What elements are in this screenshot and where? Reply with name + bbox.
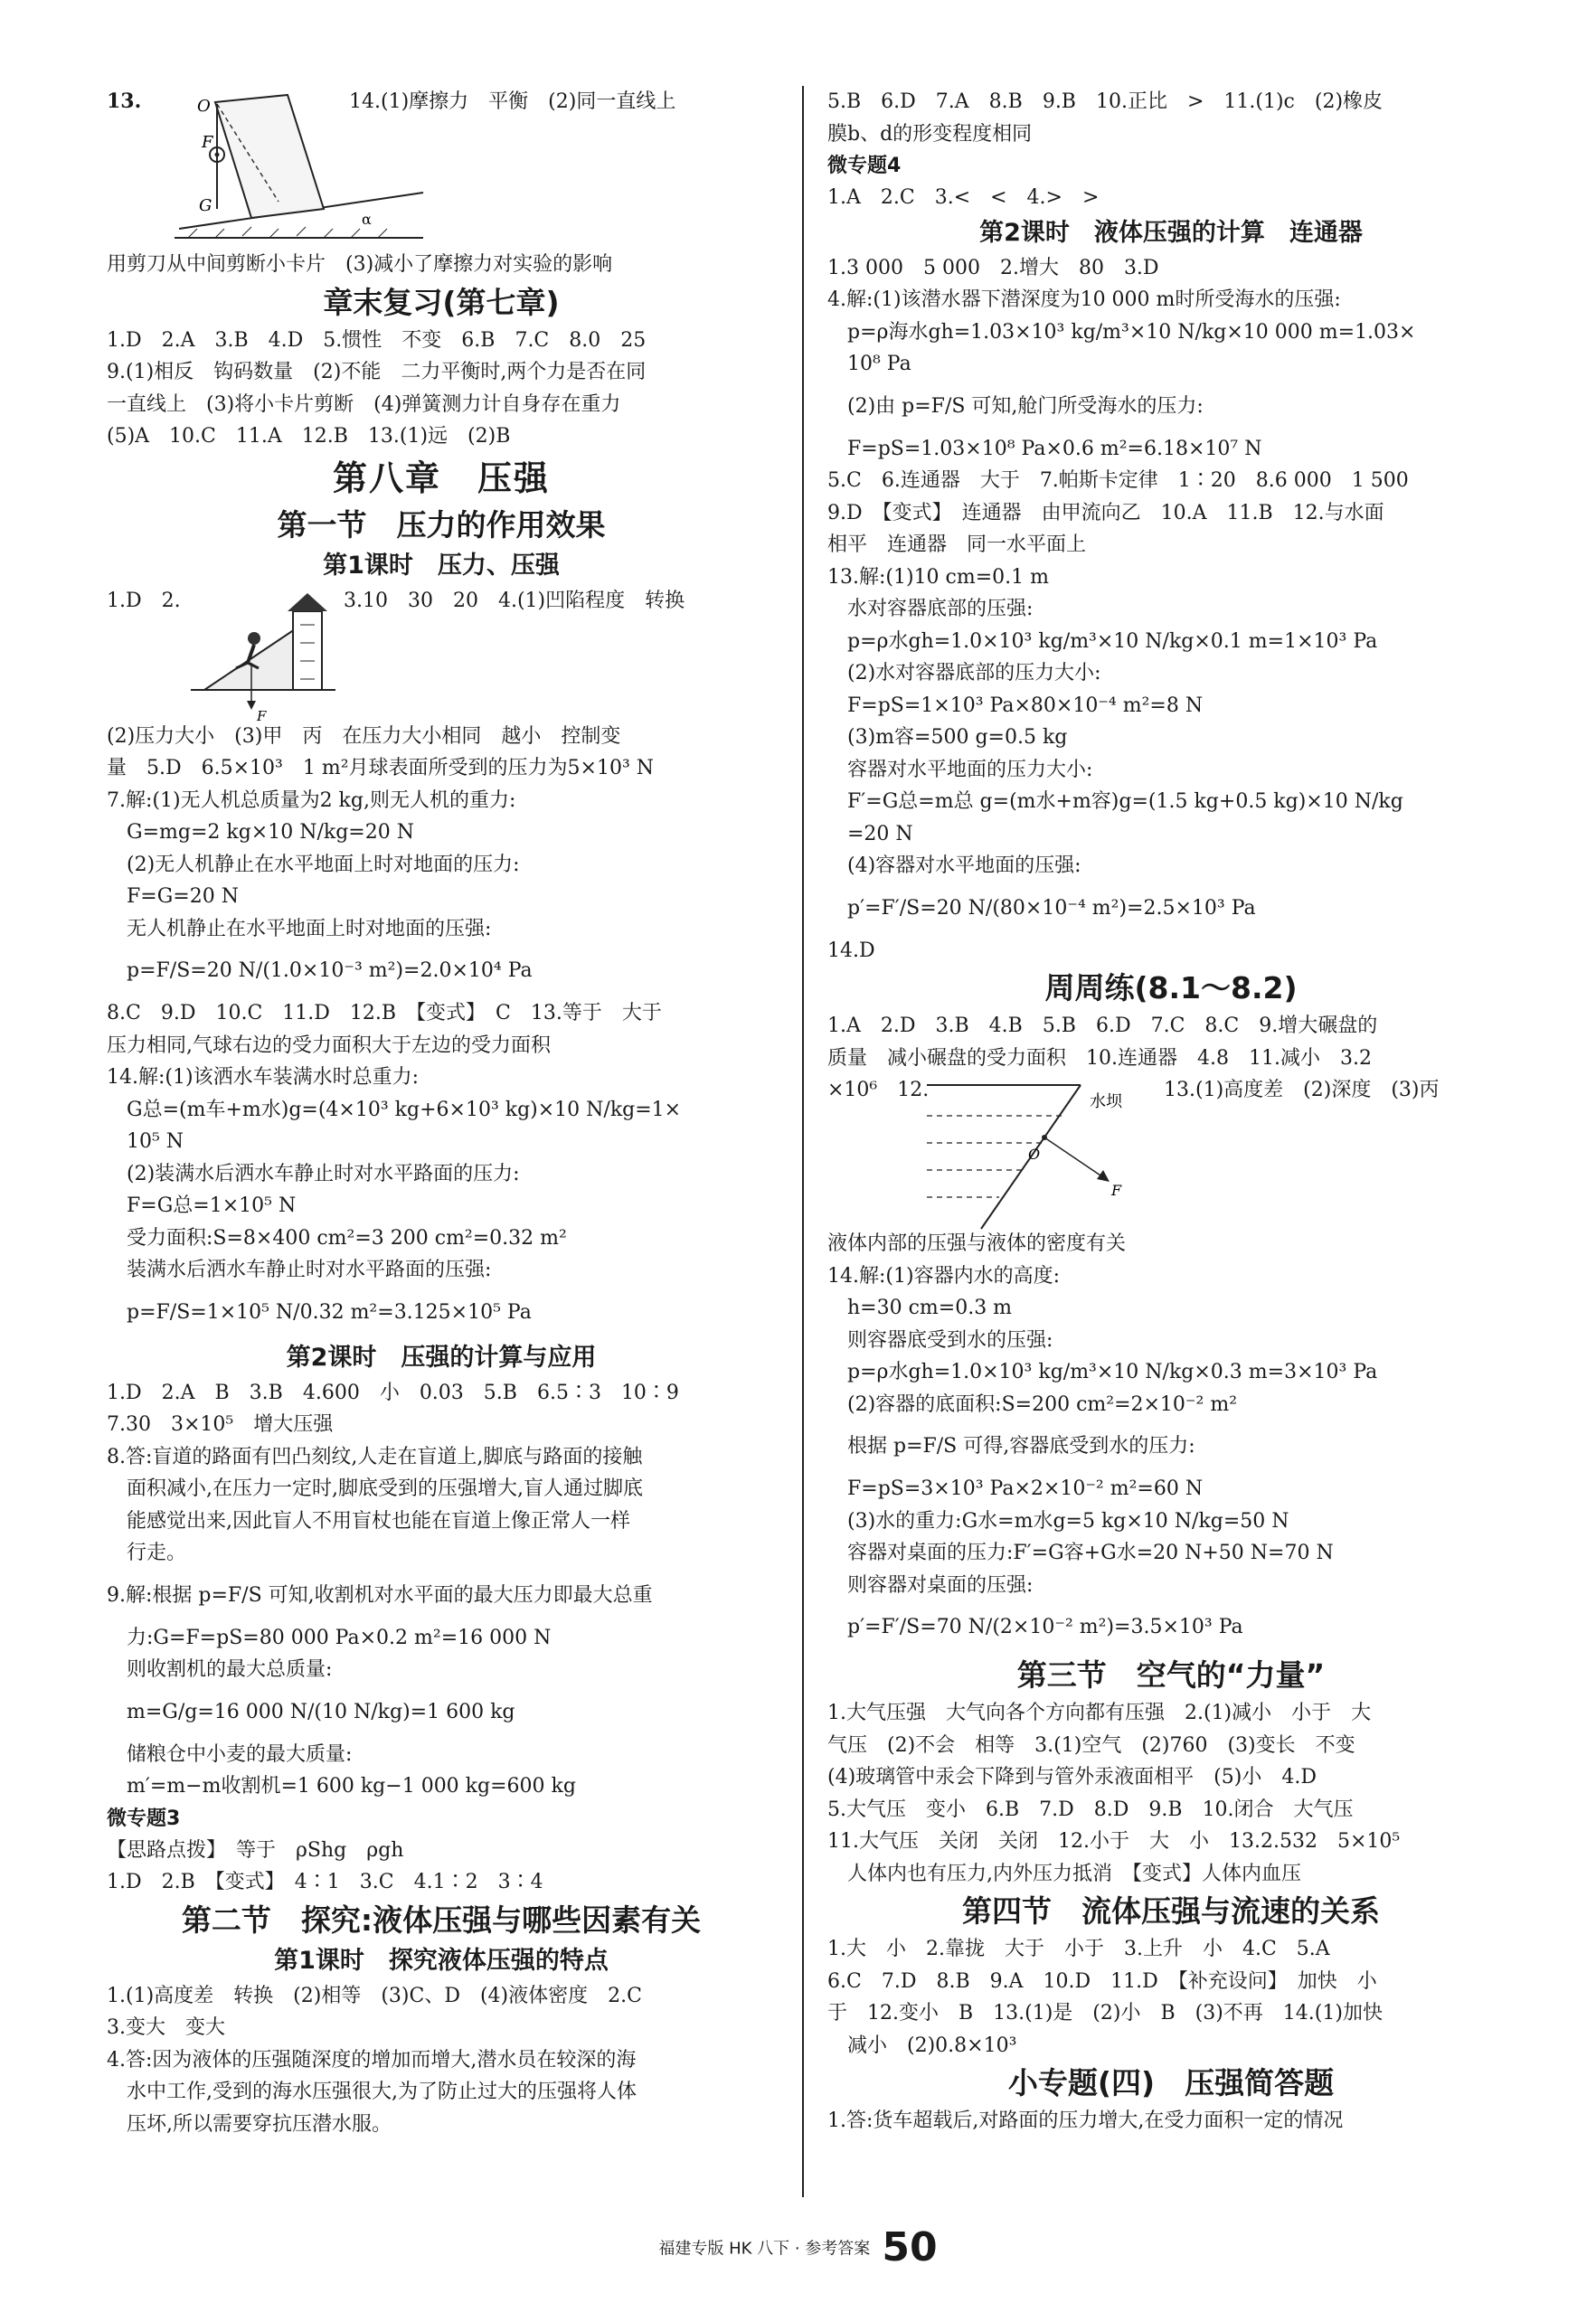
text-line: 8.答:盲道的路面有凹凸刻纹,人走在盲道上,脚底与路面的接触 — [107, 1445, 643, 1468]
text-line: 受力面积:S=8×400 cm²=3 200 cm²=0.32 m² — [127, 1226, 567, 1250]
text-line: 13.解:(1)10 cm=0.1 m — [827, 565, 1050, 589]
text-line: 面积减小,在压力一定时,脚底受到的压强增大,盲人通过脚底 — [127, 1477, 643, 1500]
section-heading: 第四节 流体压强与流速的关系 — [962, 1893, 1380, 1929]
text-line: 无人机静止在水平地面上时对地面的压强: — [127, 917, 492, 940]
text-line: 9.解:根据 p=F/S 可知,收割机对水平面的最大压力即最大总重 — [107, 1583, 653, 1607]
text-line: (2)压力大小 (3)甲 丙 在压力大小相同 越小 控制变 — [107, 724, 621, 748]
section-heading: 第二节 探究:液体压强与哪些因素有关 — [181, 1902, 702, 1938]
text-line: 1.3 000 5 000 2.增大 80 3.D — [827, 256, 1159, 279]
text-line: 1.A 2.C 3.< < 4.> > — [827, 186, 1100, 209]
text-line: p=ρ海水gh=1.03×10³ kg/m³×10 N/kg×10 000 m=1.03× — [847, 320, 1416, 344]
text-line: p=F/S=1×10⁵ N/0.32 m²=3.125×10⁵ Pa — [127, 1300, 532, 1324]
label-dam: 水坝 — [1090, 1092, 1122, 1111]
section-heading: 第三节 空气的“力量” — [1016, 1657, 1326, 1693]
text-line: 11.大气压 关闭 关闭 12.小于 大 小 13.2.532 5×10⁵ — [827, 1830, 1401, 1853]
text-line: 压力相同,气球右边的受力面积大于左边的受力面积 — [107, 1034, 551, 1057]
text-line: p′=F′/S=20 N/(80×10⁻⁴ m²)=2.5×10³ Pa — [847, 896, 1256, 920]
section-heading: 小专题(四) 压强简答题 — [1007, 2065, 1335, 2100]
text-line: 1.(1)高度差 转换 (2)相等 (3)C、D (4)液体密度 2.C — [107, 1984, 642, 2007]
dam-diagram — [918, 1080, 1153, 1233]
answer-line: 3.10 30 20 4.(1)凹陷程度 转换 — [344, 589, 685, 612]
text-line: 力:G=F=pS=80 000 Pa×0.2 m²=16 000 N — [127, 1626, 552, 1649]
sub-heading: 微专题4 — [827, 155, 902, 177]
q12-figure-row — [827, 1074, 1515, 1228]
label-F: F — [202, 133, 213, 152]
text-line: (5)A 10.C 11.A 12.B 13.(1)远 (2)B — [107, 425, 511, 448]
column-divider — [802, 86, 804, 2197]
text-line: 装满水后洒水车静止时对水平路面的压强: — [127, 1259, 492, 1281]
text-line: (2)水对容器底部的压力大小: — [847, 662, 1101, 684]
text-line: p=ρ水gh=1.0×10³ kg/m³×10 N/kg×0.3 m=3×10³ Pa — [847, 1361, 1378, 1383]
sub-heading: 微专题3 — [107, 1807, 181, 1830]
q2-figure-row — [107, 585, 776, 724]
text-line: 液体内部的压强与液体的密度有关 — [827, 1232, 1127, 1255]
text-line: 14.解:(1)该洒水车装满水时总重力: — [107, 1066, 419, 1089]
text-line: 3.变大 变大 — [107, 2016, 225, 2039]
section-heading: 第一节 压力的作用效果 — [277, 506, 606, 543]
right-column — [827, 86, 1515, 2138]
text-line: 一直线上 (3)将小卡片剪断 (4)弹簧测力计自身存在重力 — [107, 392, 621, 416]
section-heading: 第八章 压强 — [332, 458, 550, 498]
text-line: h=30 cm=0.3 m — [847, 1297, 1013, 1319]
text-line: 能感觉出来,因此盲人不用盲杖也能在盲道上像正常人一样 — [127, 1509, 630, 1533]
text-line: 5.C 6.连通器 大于 7.帕斯卡定律 1∶20 8.6 000 1 500 — [827, 469, 1409, 492]
text-line: 7.解:(1)无人机总质量为2 kg,则无人机的重力: — [107, 788, 516, 812]
text-line: (2)容器的底面积:S=200 cm²=2×10⁻² m² — [847, 1392, 1238, 1416]
section-heading: 章末复习(第七章) — [323, 284, 560, 320]
answer-line: 14.(1)摩擦力 平衡 (2)同一直线上 — [349, 90, 676, 113]
text-line: 质量 减小碾盘的受力面积 10.连通器 4.8 11.减小 3.2 — [827, 1046, 1372, 1070]
text-line: (3)m容=500 g=0.5 kg — [847, 726, 1068, 749]
text-line: 1.答:货车超载后,对路面的压力增大,在受力面积一定的情况 — [827, 2110, 1344, 2132]
text-line: 则收割机的最大总质量: — [127, 1658, 333, 1681]
text-line: 9.(1)相反 钩码数量 (2)不能 二力平衡时,两个力是否在同 — [107, 361, 647, 383]
text-line: m′=m−m收割机=1 600 kg−1 000 kg=600 kg — [127, 1775, 576, 1798]
text-line: 水对容器底部的压强: — [847, 598, 1034, 620]
text-line: 容器对桌面的压力:F′=G容+G水=20 N+50 N=70 N — [847, 1542, 1334, 1564]
text-line: 气压 (2)不会 相等 3.(1)空气 (2)760 (3)变长 不变 — [827, 1733, 1355, 1757]
answer-line: ×10⁶ 12. — [827, 1079, 930, 1101]
text-line: 人体内也有压力,内外压力抵消 【变式】人体内血压 — [847, 1862, 1301, 1885]
q13-label: 13. — [107, 90, 142, 113]
text-line: 用剪刀从中间剪断小卡片 (3)减小了摩擦力对实验的影响 — [107, 253, 613, 276]
section-heading: 第2课时 液体压强的计算 连通器 — [979, 218, 1363, 247]
text-line: 14.D — [827, 939, 875, 962]
text-line: 8.C 9.D 10.C 11.D 12.B 【变式】 C 13.等于 大于 — [107, 1002, 662, 1024]
text-line: 9.D 【变式】 连通器 由甲流向乙 10.A 11.B 12.与水面 — [827, 501, 1384, 524]
text-line: 储粮仓中小麦的最大质量: — [127, 1742, 353, 1766]
answer-line: 13.(1)高度差 (2)深度 (3)丙 — [1164, 1079, 1440, 1101]
text-line: 于 12.变小 B 13.(1)是 (2)小 B (3)不再 14.(1)加快 — [827, 2002, 1383, 2025]
text-line: 减小 (2)0.8×10³ — [847, 2034, 1017, 2057]
text-line: F′=G总=m总 g=(m水+m容)g=(1.5 kg+0.5 kg)×10 N/kg — [847, 790, 1403, 813]
answer-line: 1.D 2. — [107, 589, 181, 612]
text-line: F=pS=3×10³ Pa×2×10⁻² m²=60 N — [847, 1477, 1204, 1500]
section-heading: 第1课时 探究液体压强的特点 — [274, 1946, 609, 1975]
text-line: 根据 p=F/S 可得,容器底受到水的压力: — [847, 1435, 1195, 1458]
label-O: O — [197, 97, 211, 116]
text-line: m=G/g=16 000 N/(10 N/kg)=1 600 kg — [127, 1700, 515, 1723]
text-line: 5.大气压 变小 6.B 7.D 8.D 9.B 10.闭合 大气压 — [827, 1798, 1354, 1821]
text-line: p′=F′/S=70 N/(2×10⁻² m²)=3.5×10³ Pa — [847, 1616, 1243, 1638]
text-line: (3)水的重力:G水=m水g=5 kg×10 N/kg=50 N — [847, 1509, 1289, 1533]
text-line: G总=(m车+m水)g=(4×10³ kg+6×10³ kg)×10 N/kg=1× — [127, 1098, 682, 1121]
label-alpha: α — [362, 211, 372, 228]
text-line: 水中工作,受到的海水压强很大,为了防止过大的压强将人体 — [127, 2081, 637, 2103]
text-line: 4.答:因为液体的压强随深度的增加而增大,潜水员在较深的海 — [107, 2048, 637, 2072]
q13-figure-row — [107, 86, 776, 249]
text-line: 1.大气压强 大气向各个方向都有压强 2.(1)减小 小于 大 — [827, 1702, 1372, 1724]
page-footer — [0, 2224, 1596, 2270]
label-G: G — [199, 196, 212, 215]
text-line: (2)由 p=F/S 可知,舱门所受海水的压力: — [847, 394, 1204, 418]
text-line: 压坏,所以需要穿抗压潜水服。 — [127, 2112, 392, 2136]
text-line: 相平 连通器 同一水平面上 — [827, 533, 1087, 556]
text-line: (4)容器对水平地面的压强: — [847, 854, 1081, 877]
text-line: 1.D 2.B 【变式】 4∶1 3.C 4.1∶2 3∶4 — [107, 1871, 543, 1893]
text-line: F=G=20 N — [127, 885, 239, 908]
text-line: (2)装满水后洒水车静止时对水平路面的压力: — [127, 1162, 520, 1185]
slide-diagram — [186, 589, 340, 724]
text-line: 5.B 6.D 7.A 8.B 9.B 10.正比 > 11.(1)c (2)橡皮 — [827, 90, 1384, 113]
text-line: 7.30 3×10⁵ 增大压强 — [107, 1413, 334, 1436]
text-line: G=mg=2 kg×10 N/kg=20 N — [127, 821, 414, 844]
label-F: F — [257, 707, 267, 724]
text-line: 【思路点拨】 等于 ρShg ρgh — [107, 1838, 404, 1862]
right-body — [827, 86, 1515, 2138]
text-line: 容器对水平地面的压力大小: — [847, 758, 1093, 781]
text-line: 14.解:(1)容器内水的高度: — [827, 1264, 1060, 1288]
section-heading: 周周练(8.1～8.2) — [1044, 970, 1298, 1005]
text-line: 1.D 2.A B 3.B 4.600 小 0.03 5.B 6.5∶3 10∶9 — [107, 1381, 679, 1404]
text-line: 膜b、d的形变程度相同 — [827, 122, 1033, 146]
left-column — [107, 86, 776, 2140]
page-number: 50 — [882, 2224, 938, 2270]
section-heading: 第2课时 压强的计算与应用 — [286, 1343, 597, 1372]
text-line: 则容器对桌面的压强: — [847, 1573, 1034, 1597]
text-line: 量 5.D 6.5×10³ 1 m²月球表面所受到的压力为5×10³ N — [107, 757, 655, 779]
text-line: 则容器底受到水的压强: — [847, 1328, 1053, 1352]
text-line: p=F/S=20 N/(1.0×10⁻³ m²)=2.0×10⁴ Pa — [127, 959, 533, 982]
text-line: F=G总=1×10⁵ N — [127, 1194, 297, 1217]
label-O: O — [1028, 1146, 1041, 1163]
text-line: 行走。 — [127, 1542, 187, 1564]
text-line: p=ρ水gh=1.0×10³ kg/m³×10 N/kg×0.1 m=1×10³ Pa — [847, 629, 1378, 653]
footer-text: 福建专版 HK 八下 · 参考答案 — [658, 2239, 871, 2259]
text-line: F=pS=1.03×10⁸ Pa×0.6 m²=6.18×10⁷ N — [847, 437, 1262, 460]
left-body — [107, 249, 776, 2140]
text-line: F=pS=1×10³ Pa×80×10⁻⁴ m²=8 N — [847, 694, 1204, 717]
text-line: (2)无人机静止在水平地面上时对地面的压力: — [127, 853, 520, 876]
text-line: 4.解:(1)该潜水器下潜深度为10 000 m时所受海水的压强: — [827, 288, 1341, 311]
text-line: (4)玻璃管中汞会下降到与管外汞液面相平 (5)小 4.D — [827, 1766, 1317, 1789]
text-line: 10⁸ Pa — [847, 353, 911, 375]
label-F: F — [1111, 1182, 1122, 1199]
text-line: 1.D 2.A 3.B 4.D 5.惯性 不变 6.B 7.C 8.0 25 — [107, 328, 647, 352]
text-line: 1.A 2.D 3.B 4.B 5.B 6.D 7.C 8.C 9.增大碾盘的 — [827, 1015, 1378, 1037]
text-line: 6.C 7.D 8.B 9.A 10.D 11.D 【补充设问】 加快 小 — [827, 1969, 1377, 1993]
section-heading: 第1课时 压力、压强 — [323, 551, 560, 580]
text-line: 1.大 小 2.靠拢 大于 小于 3.上升 小 4.C 5.A — [827, 1938, 1330, 1960]
text-line: =20 N — [847, 822, 913, 845]
text-line: 10⁵ N — [127, 1130, 184, 1153]
